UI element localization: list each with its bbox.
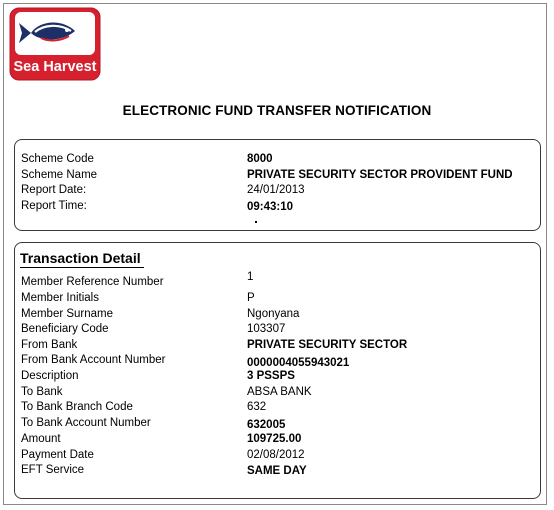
transaction-value: SAME DAY <box>247 465 307 477</box>
scheme-value: 09:43:10 <box>247 201 294 213</box>
transaction-value: 632 <box>247 401 267 413</box>
transaction-label: Beneficiary Code <box>21 323 109 335</box>
transaction-label: Payment Date <box>21 449 94 461</box>
sea-harvest-logo <box>9 7 101 81</box>
scheme-label: Scheme Name <box>21 169 98 181</box>
transaction-value: 1 <box>247 271 254 283</box>
transaction-label: Member Surname <box>21 308 114 320</box>
transaction-value: 109725.00 <box>247 433 302 445</box>
scheme-value: 24/01/2013 <box>247 184 305 196</box>
svg-text:Sea Harvest: Sea Harvest <box>13 59 97 75</box>
transaction-value: 02/08/2012 <box>247 449 305 461</box>
transaction-label: EFT Service <box>21 464 85 476</box>
transaction-value: Ngonyana <box>247 308 300 320</box>
transaction-label: To Bank <box>21 386 63 398</box>
scheme-info-box <box>14 139 541 231</box>
document-title: ELECTRONIC FUND TRANSFER NOTIFICATION <box>122 103 432 118</box>
scheme-value: PRIVATE SECURITY SECTOR PROVIDENT FUND <box>247 169 513 181</box>
transaction-detail-heading: Transaction Detail <box>20 250 144 268</box>
transaction-value: 103307 <box>247 323 286 335</box>
scheme-value: 8000 <box>247 153 273 165</box>
transaction-label: To Bank Branch Code <box>21 401 133 413</box>
transaction-value: 3 PSSPS <box>247 370 295 382</box>
transaction-value: 632005 <box>247 419 286 431</box>
transaction-label: Member Initials <box>21 292 99 304</box>
scheme-label: Scheme Code <box>21 153 94 165</box>
transaction-value: ABSA BANK <box>247 386 312 398</box>
transaction-label: Description <box>21 370 79 382</box>
transaction-value: PRIVATE SECURITY SECTOR <box>247 339 408 351</box>
transaction-label: Member Reference Number <box>21 276 164 288</box>
transaction-detail-box <box>14 242 541 499</box>
transaction-label: From Bank <box>21 339 78 351</box>
transaction-value: P <box>247 292 255 304</box>
stray-dot <box>255 221 257 223</box>
scheme-label: Report Time: <box>21 200 87 212</box>
transaction-label: Amount <box>21 433 61 445</box>
scheme-label: Report Date: <box>21 184 87 196</box>
transaction-label: From Bank Account Number <box>21 354 166 366</box>
transaction-value: 0000004055943021 <box>247 357 350 369</box>
transaction-label: To Bank Account Number <box>21 417 151 429</box>
